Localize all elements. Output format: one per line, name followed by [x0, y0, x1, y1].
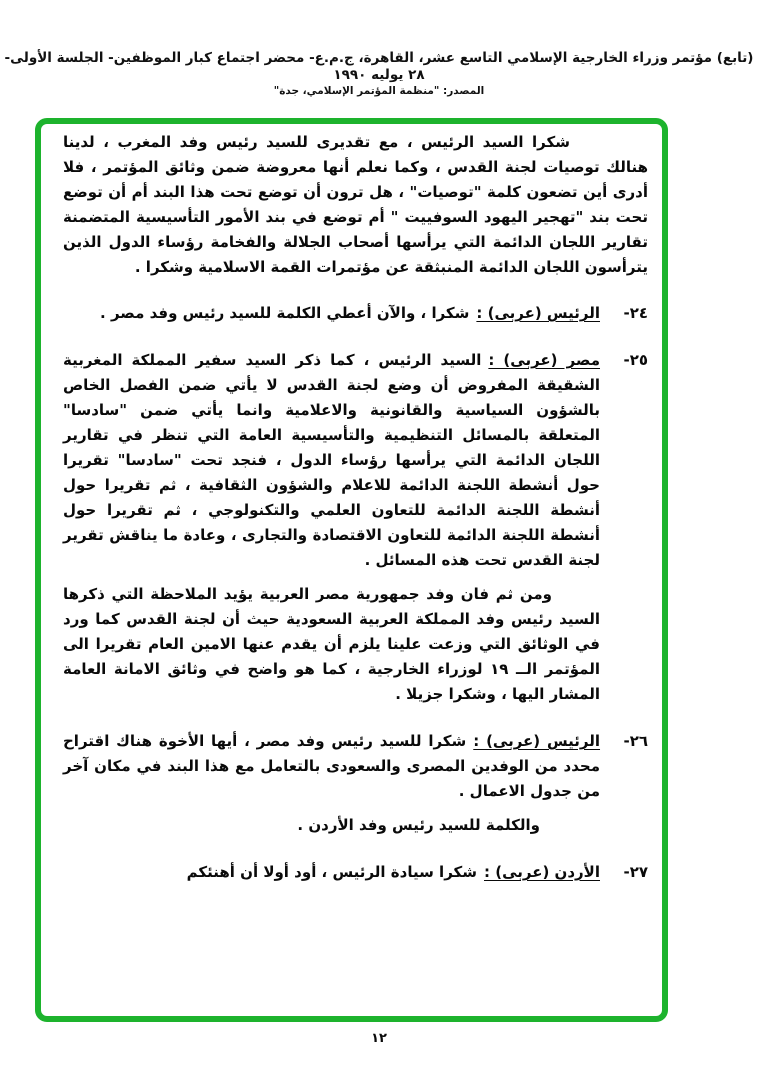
page-number: ١٢ [371, 1031, 387, 1046]
header-source-line: المصدر: "منظمة المؤتمر الإسلامي، جدة" [273, 85, 485, 97]
speaker-label: الأردن (عربى) : [484, 863, 600, 881]
speaker-label: مصر (عربى) : [488, 351, 600, 369]
item-paragraph [63, 860, 600, 885]
speech-text: شكرا سيادة الرئيس ، أود أولا أن أهنئكم [186, 863, 477, 881]
item-body [63, 301, 600, 326]
item-number: ٢٤- [623, 304, 648, 322]
speech-text: شكرا للسيد رئيس وفد مصر ، أيها الأخوة هناك اقتراح محدد من الوفدين المصرى والسعودى بالتعامل مع هذا البند في مكان آخر من جدول الاعمال . [63, 732, 600, 800]
item-paragraph [63, 348, 600, 573]
speech-item-26 [63, 729, 648, 838]
speech-item-27 [63, 860, 648, 885]
speech-text: شكرا ، والآن أعطي الكلمة للسيد رئيس وفد مصر . [100, 304, 470, 322]
item-paragraph [63, 729, 600, 804]
item-paragraph [63, 301, 600, 326]
item-paragraph-2: ومن ثم فان وفد جمهورية مصر العربية يؤيد الملاحظة التي ذكرها السيد رئيس وفد المملكة العربية السعودية حيث أن لجنة القدس كما ورد في الوثائق التي وزعت علينا يلزم أن يقدم عنها الامين العام تقريرا الى المؤتمر الــ ١٩ لوزراء الخارجية ، كما هو واضح في وثائق الامانة العامة المشار اليها ، وشكرا جزيلا . [63, 585, 600, 703]
content-frame [35, 118, 668, 1022]
item-number: ٢٥- [623, 351, 648, 369]
item-body [63, 860, 600, 885]
item-number: ٢٦- [623, 732, 648, 750]
speech-item-24 [63, 301, 648, 326]
speaker-label: الرئيس (عربى) : [473, 732, 601, 750]
speech-item-25 [63, 348, 648, 707]
intro-paragraph: شكرا السيد الرئيس ، مع تقديرى للسيد رئيس وفد المغرب ، لدينا هنالك توصيات لجنة القدس ، وكما نعلم أنها معروضة ضمن وثائق المؤتمر ، فلا أدرى أين تضعون كلمة "توصيات" ، هل ترون أن توضع تحت هذا البند أم أن توضع تحت بند "تهجير اليهود السوفييت " أم توضع في بند الأمور التأسيسية المتضمنة تقارير اللجان الدائمة التي يرأسها أصحاب الجلالة والفخامة رؤساء الدول الذين يترأسون اللجان الدائمة المنبثقة عن مؤتمرات القمة الاسلامية وشكرا . [63, 133, 648, 276]
item-body [63, 348, 600, 707]
speech-text: السيد الرئيس ، كما ذكر السيد سفير المملكة المغربية الشقيقة المفروض أن وضع لجنة القدس لا يأتي ضمن الفصل الخاص بالشؤون السياسية والقانونية والاعلامية وانما يأتي ضمن "سادسا" المتعلقة بالمسائل التنظيمية والتأسيسية العامة التي تنظر في تقارير اللجان الدائمة التي يرأسها رؤساء الدول ، فنجد تحت "سادسا" تقريرا حول أنشطة اللجنة الدائمة للاعلام والشؤون الثقافية ، ثم تقريرا حول أنشطة اللجنة الدائمة للتعاون العلمي والتكنولوجي ، ثم تقريرا حول أنشطة اللجنة الدائمة للتعاون الاقتصادة والتجارى ، وعادة ما يناقش تقرير لجنة القدس تحت هذه المسائل . [63, 351, 600, 569]
item-body [63, 729, 600, 838]
item-number: ٢٧- [623, 863, 648, 881]
handover-line: والكلمة للسيد رئيس وفد الأردن . [297, 816, 540, 834]
header-title: (تابع) مؤتمر وزراء الخارجية الإسلامي التاسع عشر، القاهرة، ج.م.ع- محضر اجتماع كبار الموظفين- الجلسة الأولى- ٢٨ يوليه ١٩٩٠ [4, 50, 754, 83]
speaker-label: الرئيس (عربى) : [476, 304, 600, 322]
